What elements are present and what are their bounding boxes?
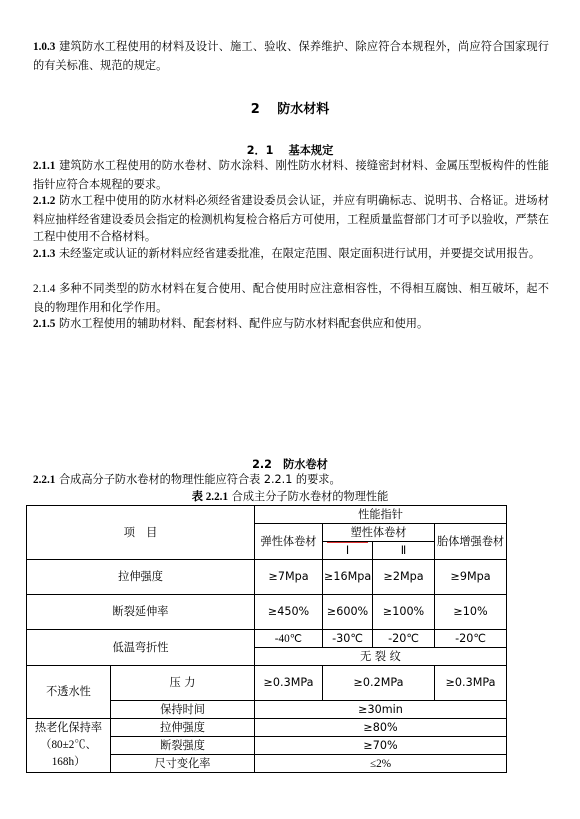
section-title-2-2: 2.2 防水卷材 (252, 458, 328, 471)
clause-number: 2.1.1 (33, 160, 56, 172)
chapter-title: 2 防水材料 (250, 102, 330, 117)
row-label-heat-aging: 热老化保持率（80±2℃、168h） (27, 719, 111, 773)
row-label-impermeability: 不透水性 (27, 666, 111, 719)
cell-elong-plastic-I: ≥600% (323, 595, 373, 630)
header-elastic: 弹性体卷材 (255, 524, 323, 560)
header-fabric: 胎体增强卷材 (435, 524, 507, 560)
clause-number: 2.2.1 (33, 474, 56, 486)
physical-properties-table (26, 505, 507, 773)
clause-2-1-4 (33, 280, 549, 316)
row-label-aging-size: 尺寸变化率 (111, 755, 255, 773)
header-performance: 性能指针 (255, 506, 507, 524)
clause-number: 1.0.3 (33, 41, 56, 53)
clause-number: 2.1.4 (33, 283, 56, 295)
clause-number: 2.1.3 (33, 248, 56, 260)
clause-2-1-2 (33, 192, 549, 246)
row-label-hold-time: 保持时间 (111, 701, 255, 719)
cell-hold-time: ≥30min (255, 701, 507, 719)
clause-text: 防水工程使用的辅助材料、配套材料、配件应与防水材料配套供应和使用。 (58, 317, 429, 330)
clause-2-2-1 (33, 471, 549, 490)
header-item: 项 目 (27, 506, 255, 560)
header-plastic (323, 524, 435, 542)
table-caption-text: 合成主分子防水卷材的物理性能 (231, 490, 389, 503)
cell-aging-size: ≤2% (255, 755, 507, 773)
cell-pressure-fabric: ≥0.3MPa (435, 666, 507, 701)
row-label-tensile: 拉伸强度 (27, 560, 255, 595)
clause-text: 建筑防水工程使用的防水卷材、防水涂料、刚性防水材料、接缝密封材料、金属压型板构件的性能指针应符合本规程的要求。 (33, 159, 549, 191)
cell-lowtemp-fabric: -20℃ (435, 630, 507, 648)
row-label-aging-break: 断裂强度 (111, 737, 255, 755)
cell-elong-fabric: ≥10% (435, 595, 507, 630)
cell-elong-plastic-II: ≥100% (373, 595, 435, 630)
cell-lowtemp-plastic-I: -30℃ (323, 630, 373, 648)
clause-text: 多种不同类型的防水材料在复合使用、配合使用时应注意相容性，不得相互腐蚀、相互破坏，起不良的物理作用和化学作用。 (33, 282, 549, 314)
row-label-pressure: 压 力 (111, 666, 255, 701)
cell-lowtemp-plastic-II: -20℃ (373, 630, 435, 648)
row-label-elongation: 断裂延伸率 (27, 595, 255, 630)
header-plastic-II: Ⅱ (373, 542, 435, 560)
section-title-2-1: 2．1 基本规定 (246, 144, 334, 157)
clause-text: 防水工程中使用的防水材料必须经省建设委员会认证，并应有明确标志、说明书、合格证。进场材料应抽样经省建设委员会指定的检测机构复检合格后方可使用，工程质量监督部门才可予以验收，严禁在工程中使用不合格材料。 (33, 194, 549, 243)
clause-2-1-5 (33, 315, 549, 334)
cell-elong-elastic: ≥450% (255, 595, 323, 630)
clause-2-1-3 (33, 245, 549, 264)
table-caption-number: 表 2.2.1 (191, 491, 229, 503)
cell-tensile-elastic: ≥7Mpa (255, 560, 323, 595)
cell-pressure-plastic: ≥0.2MPa (323, 666, 435, 701)
clause-number: 2.1.5 (33, 318, 56, 330)
row-label-lowtemp: 低温弯折性 (27, 630, 255, 666)
header-plastic-label: 塑性体卷材 (350, 525, 407, 539)
cell-pressure-elastic: ≥0.3MPa (255, 666, 323, 701)
cell-lowtemp-note: 无 裂 纹 (255, 648, 507, 666)
cell-lowtemp-elastic: -40℃ (255, 630, 323, 648)
cell-aging-break: ≥70% (255, 737, 507, 755)
clause-text: 合成高分子防水卷材的物理性能应符合表 2.2.1 的要求。 (58, 473, 341, 486)
red-underline (327, 542, 368, 543)
clause-number: 2.1.2 (33, 195, 56, 207)
cell-aging-tensile: ≥80% (255, 719, 507, 737)
cell-tensile-fabric: ≥9Mpa (435, 560, 507, 595)
clause-2-1-1 (33, 157, 549, 193)
header-plastic-I-label: Ⅰ (345, 544, 350, 557)
cell-tensile-plastic-II: ≥2Mpa (373, 560, 435, 595)
row-label-aging-tensile: 拉伸强度 (111, 719, 255, 737)
clause-text: 建筑防水工程使用的材料及设计、施工、验收、保养维护、除应符合本规程外，尚应符合国家现行的有关标准、规范的规定。 (33, 40, 549, 72)
clause-1-0-3 (33, 38, 549, 74)
clause-text: 未经鉴定或认证的新材料应经省建委批准，在限定范围、限定面积进行试用，并要提交试用报告。 (58, 247, 541, 260)
table-caption (0, 488, 580, 504)
cell-tensile-plastic-I: ≥16Mpa (323, 560, 373, 595)
header-plastic-I (323, 542, 373, 560)
